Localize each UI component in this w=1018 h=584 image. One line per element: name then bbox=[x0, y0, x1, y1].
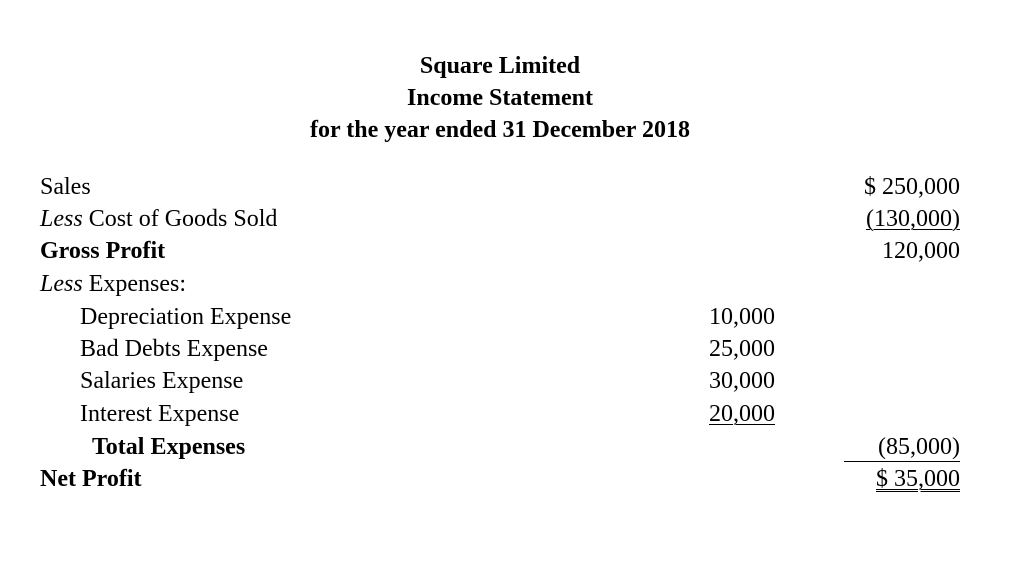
total-expenses-label: Total Expenses bbox=[92, 434, 246, 460]
sales-row bbox=[0, 171, 1018, 204]
expense-row bbox=[0, 365, 1018, 398]
expense-label: Bad Debts Expense bbox=[80, 336, 268, 362]
total-expenses-row bbox=[0, 431, 1018, 464]
expense-amount: 25,000 bbox=[709, 336, 775, 362]
expense-amount: 20,000 bbox=[709, 401, 775, 427]
statement-period: for the year ended 31 December 2018 bbox=[310, 117, 690, 143]
net-profit-row bbox=[0, 463, 1018, 496]
less-expenses-label-text: Expenses: bbox=[82, 271, 186, 297]
company-name: Square Limited bbox=[419, 53, 581, 79]
sales-amount: $ 250,000 bbox=[864, 174, 960, 200]
expense-label: Depreciation Expense bbox=[80, 304, 292, 330]
expense-row bbox=[0, 398, 1018, 431]
cogs-label bbox=[40, 203, 277, 236]
expense-amount: 30,000 bbox=[709, 368, 775, 394]
less-expenses-row bbox=[0, 268, 1018, 301]
total-expenses-amount-wrap bbox=[844, 431, 960, 464]
net-profit-label: Net Profit bbox=[40, 466, 142, 492]
sales-label: Sales bbox=[40, 174, 91, 200]
cogs-less-prefix: Less bbox=[40, 206, 83, 232]
expense-amount: 10,000 bbox=[709, 304, 775, 330]
expense-label: Interest Expense bbox=[80, 401, 240, 427]
cogs-row bbox=[0, 203, 1018, 236]
gross-profit-label: Gross Profit bbox=[40, 238, 166, 264]
total-expenses-amount: (85,000) bbox=[844, 433, 960, 462]
gross-profit-row bbox=[0, 235, 1018, 268]
expense-row bbox=[0, 301, 1018, 334]
gross-profit-amount: 120,000 bbox=[882, 238, 960, 264]
expense-label: Salaries Expense bbox=[80, 368, 244, 394]
expense-row bbox=[0, 333, 1018, 366]
cogs-amount: (130,000) bbox=[866, 206, 960, 232]
expenses-less-prefix: Less bbox=[40, 271, 83, 297]
less-expenses-label bbox=[40, 268, 186, 301]
cogs-label-text: Cost of Goods Sold bbox=[82, 206, 278, 232]
statement-title: Income Statement bbox=[407, 85, 593, 111]
net-profit-amount: $ 35,000 bbox=[876, 466, 960, 492]
